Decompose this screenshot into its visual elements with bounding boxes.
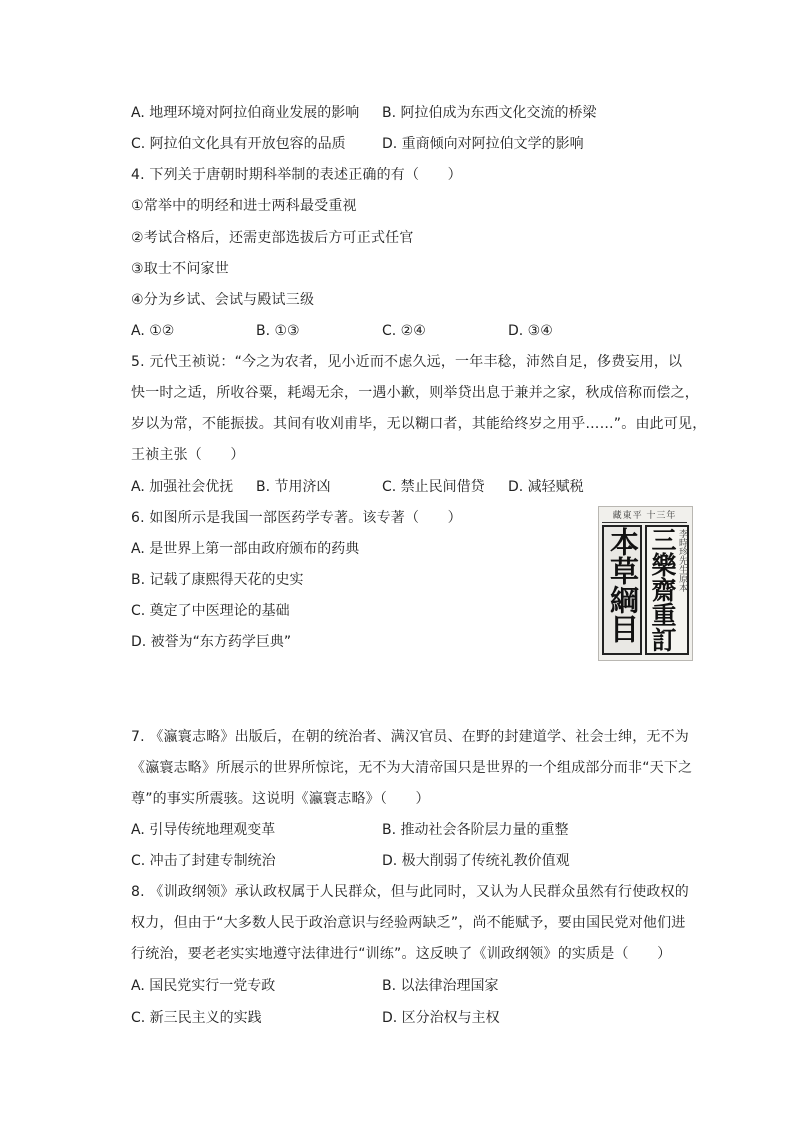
question-5-line-1: 5. 元代王祯说：“今之为农者，见小近而不虑久远，一年丰稔，沛然自足，侈费妄用，以 [131,354,683,370]
q7-option-c: C. 冲击了封建专制统治 [131,853,276,869]
q5-option-d: D. 减轻赋税 [508,479,584,495]
question-8-line-2: 权力，但由于“大多数人民于政治意识与经验两缺乏”，尚不能赋予，要由国民党对他们进 [131,915,686,931]
book-title: 本草綱目 [606,527,640,643]
q8-option-b: B. 以法律治理国家 [382,978,499,994]
q5-option-c: C. 禁止民间借贷 [382,479,485,495]
q5-option-a: A. 加强社会优抚 [131,479,234,495]
option-c: C. 阿拉伯文化具有开放包容的品质 [131,136,346,152]
option-a: A. 地理环境对阿拉伯商业发展的影响 [131,105,360,121]
q7-option-b: B. 推动社会各阶层力量的重整 [382,822,569,838]
q5-option-b: B. 节用济凶 [256,479,331,495]
book-left-panel [602,525,642,655]
book-edition-title: 三樂齋重訂 [648,527,677,652]
question-8-line-1: 8. 《训政纲领》承认政权属于人民群众，但与此同时，又认为人民群众虽然有行使政权的 [131,884,690,900]
bencao-gangmu-image [598,506,693,661]
question-7-line-3: 尊”的事实所震骇。这说明《瀛寰志略》（ ） [131,791,430,807]
q8-option-a: A. 国民党实行一党专政 [131,978,276,994]
book-right-panel [645,525,689,655]
q7-option-a: A. 引导传统地理观变革 [131,822,276,838]
question-7-line-2: 《瀛寰志略》所展示的世界所惊诧，无不为大清帝国只是世界的一个组成部分而非“天下之 [131,760,693,776]
book-author-note: 李時珍先生原本 [677,529,687,592]
q8-option-d: D. 区分治权与主权 [382,1010,500,1026]
book-header-text: 藏東平 十三年 [602,510,687,523]
question-4-item-2: ②考试合格后，还需吏部选拔后方可正式任官 [131,230,414,246]
question-6-stem: 6. 如图所示是我国一部医药学专著。该专著（ ） [131,510,462,526]
question-8-line-3: 行统治，要老老实实地遵守法律进行“训练”。这反映了《训政纲领》的实质是（ ） [131,946,672,962]
q4-option-d: D. ③④ [508,323,553,339]
question-5-line-3: 岁以为常，不能振拔。其间有收刈甫毕，无以糊口者，其能给终岁之用乎……”。由此可见， [131,416,707,432]
q4-option-b: B. ①③ [256,323,300,339]
q4-option-c: C. ②④ [382,323,426,339]
question-4-stem: 4. 下列关于唐朝时期科举制的表述正确的有（ ） [131,167,462,183]
option-b: B. 阿拉伯成为东西文化交流的桥梁 [382,105,597,121]
question-7-line-1: 7. 《瀛寰志略》出版后，在朝的统治者、满汉官员、在野的封建道学、社会士绅，无不为 [131,729,690,745]
question-4-item-4: ④分为乡试、会试与殿试三级 [131,292,315,308]
question-4-item-3: ③取士不问家世 [131,261,229,277]
q8-option-c: C. 新三民主义的实践 [131,1010,262,1026]
option-d: D. 重商倾向对阿拉伯文学的影响 [382,136,584,152]
q6-option-d: D. 被誉为“东方药学巨典” [131,634,292,650]
question-5-line-2: 快一时之适，所收谷粟，耗竭无余，一遇小歉，则举贷出息于兼并之家，秋成倍称而偿之， [131,385,699,401]
q4-option-a: A. ①② [131,323,175,339]
question-5-line-4: 王祯主张（ ） [131,447,245,463]
q6-option-c: C. 奠定了中医理论的基础 [131,603,290,619]
q7-option-d: D. 极大削弱了传统礼教价值观 [382,853,570,869]
q6-option-b: B. 记载了康熙得天花的史实 [131,572,304,588]
question-4-item-1: ①常举中的明经和进士两科最受重视 [131,198,357,214]
q6-option-a: A. 是世界上第一部由政府颁布的药典 [131,541,360,557]
